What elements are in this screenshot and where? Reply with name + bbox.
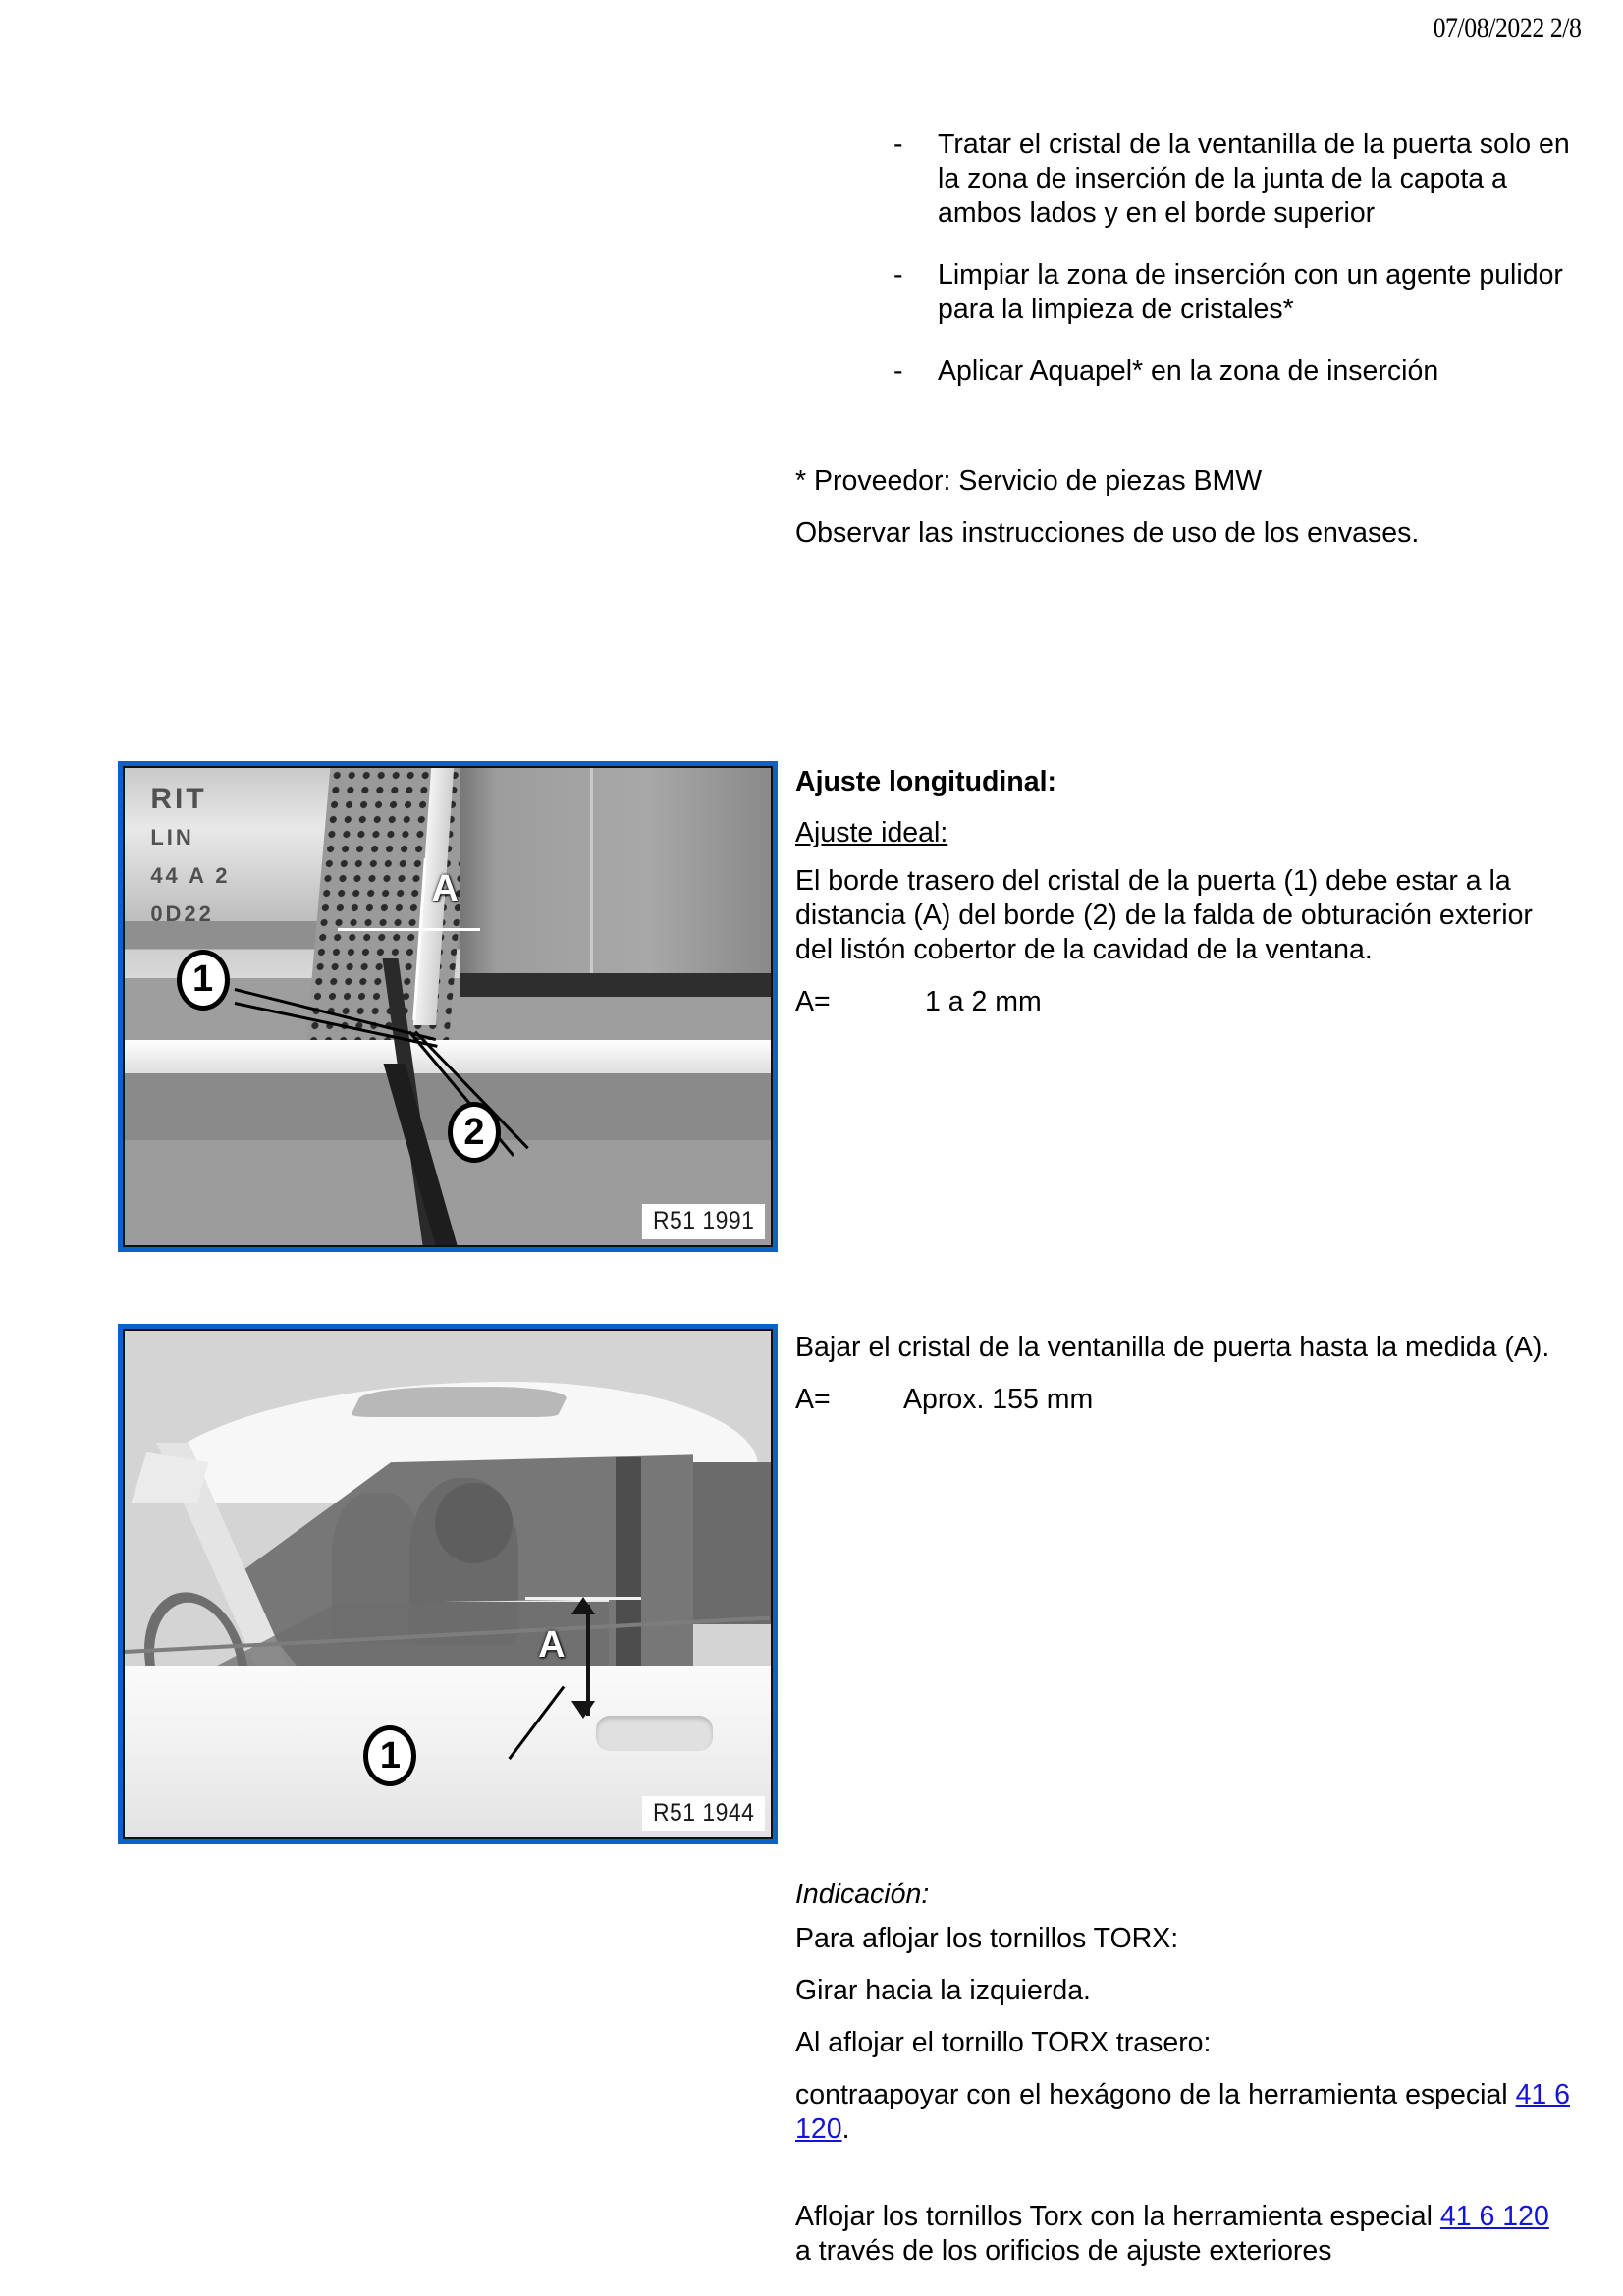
bullet-text: Limpiar la zona de inserción con un agente pulidor para la limpieza de cristales*: [938, 259, 1563, 325]
measurement-value: 1 a 2 mm: [925, 986, 1042, 1017]
bullet-dash-icon: -: [893, 355, 903, 387]
torx-procedure-block: [795, 1878, 1571, 2286]
bullet-text: Tratar el cristal de la ventanilla de la puerta solo en la zona de inserción de la junta de la capota a ambos lados y en el borde superior: [938, 129, 1570, 229]
figure1-description-block: [795, 764, 1571, 1019]
callout-bubble-1: 1: [363, 1725, 416, 1786]
bullet-dash-icon: -: [893, 259, 903, 291]
note-line-4-text: contraapoyar con el hexágono de la herramienta especial: [795, 2079, 1516, 2110]
door-handle: [596, 1716, 712, 1751]
plate-marking-0d22: 0D22: [150, 902, 214, 927]
measurement-value: Aprox. 155 mm: [903, 1384, 1094, 1415]
section-paragraph: Bajar el cristal de la ventanilla de puerta hasta la medida (A).: [795, 1332, 1550, 1363]
measurement-key: A=: [795, 1384, 831, 1415]
note-line-1: Para aflojar los tornillos TORX:: [795, 1923, 1179, 1954]
measurement-key: A=: [795, 986, 831, 1017]
page-header-date-and-number: 07/08/2022 2/8: [1434, 12, 1582, 44]
callout-bubble-1: 1: [177, 950, 230, 1011]
dimension-label-a: A: [431, 868, 459, 910]
note-label: Indicación:: [795, 1879, 930, 1910]
note-line-4: [795, 2078, 1571, 2147]
paragraph-spacer: [795, 2164, 1571, 2200]
dimension-arrow-shaft: [586, 1605, 590, 1717]
bullet-dash-icon: -: [893, 129, 903, 160]
dimension-arrowhead-down-icon: [571, 1701, 595, 1719]
list-item: [795, 355, 1571, 389]
bullet-text: Aplicar Aquapel* en la zona de inserción: [938, 355, 1439, 387]
figure-caption: R51 1991: [641, 1204, 765, 1239]
list-item: [795, 258, 1571, 327]
special-tool-link-41-6-120[interactable]: 41 6 120: [795, 2079, 1571, 2145]
callout-bubble-2: 2: [448, 1102, 501, 1163]
rear-glass: [693, 1462, 771, 1624]
section-heading: Ajuste longitudinal:: [795, 766, 1056, 797]
list-item: [795, 128, 1571, 231]
supplier-footnote: * Proveedor: Servicio de piezas BMW: [795, 465, 1263, 497]
note-line-2: Girar hacia la izquierda.: [795, 1975, 1091, 2006]
section-subheading: Ajuste ideal:: [795, 817, 948, 848]
measurement-row: [795, 1383, 1571, 1417]
section-paragraph: El borde trasero del cristal de la puerta (1) debe estar a la distancia (A) del borde (2) de la falda de obturación exterior del listón cobertor de la cavidad de la ventana.: [795, 865, 1533, 965]
pillar-shadow: [460, 973, 771, 997]
plate-marking-rit: RIT: [150, 782, 207, 815]
instructions-note: Observar las instrucciones de uso de los envases.: [795, 518, 1420, 549]
sunroof: [350, 1387, 571, 1417]
footnote-block: [795, 465, 1581, 551]
figure-caption: R51 1944: [641, 1796, 765, 1831]
plate-marking-lin: LIN: [150, 825, 194, 850]
figure-image-area: [123, 1329, 773, 1839]
figure-window-lowering: [118, 1324, 778, 1844]
note-line-5-tail: a través de los orificios de ajuste exteriores: [795, 2235, 1332, 2267]
figure2-description-block: [795, 1331, 1571, 1417]
figure-longitudinal-adjustment: [118, 761, 778, 1252]
dimension-arrowhead-up-icon: [571, 1597, 595, 1614]
plate-marking-44a2: 44 A 2: [150, 863, 231, 889]
dimension-label-a: A: [538, 1624, 566, 1667]
body-pillar: [460, 768, 771, 988]
b-pillar: [616, 1457, 641, 1696]
measurement-row: [795, 985, 1571, 1019]
pillar-seam-line: [590, 768, 593, 988]
note-line-5: [795, 2200, 1571, 2269]
instruction-bullet-list: [795, 128, 1571, 389]
note-line-3: Al aflojar el tornillo TORX trasero:: [795, 2027, 1212, 2058]
chrome-highlight-strip: [125, 1040, 771, 1073]
dimension-line-a: [338, 928, 480, 931]
special-tool-link-41-6-120-second[interactable]: 41 6 120: [1439, 2201, 1549, 2232]
headrest: [435, 1483, 513, 1564]
figure-image-area: [123, 766, 773, 1247]
note-line-5-text: Aflojar los tornillos Torx con la herramienta especial: [795, 2201, 1440, 2232]
note-line-4-period: .: [841, 2113, 850, 2145]
